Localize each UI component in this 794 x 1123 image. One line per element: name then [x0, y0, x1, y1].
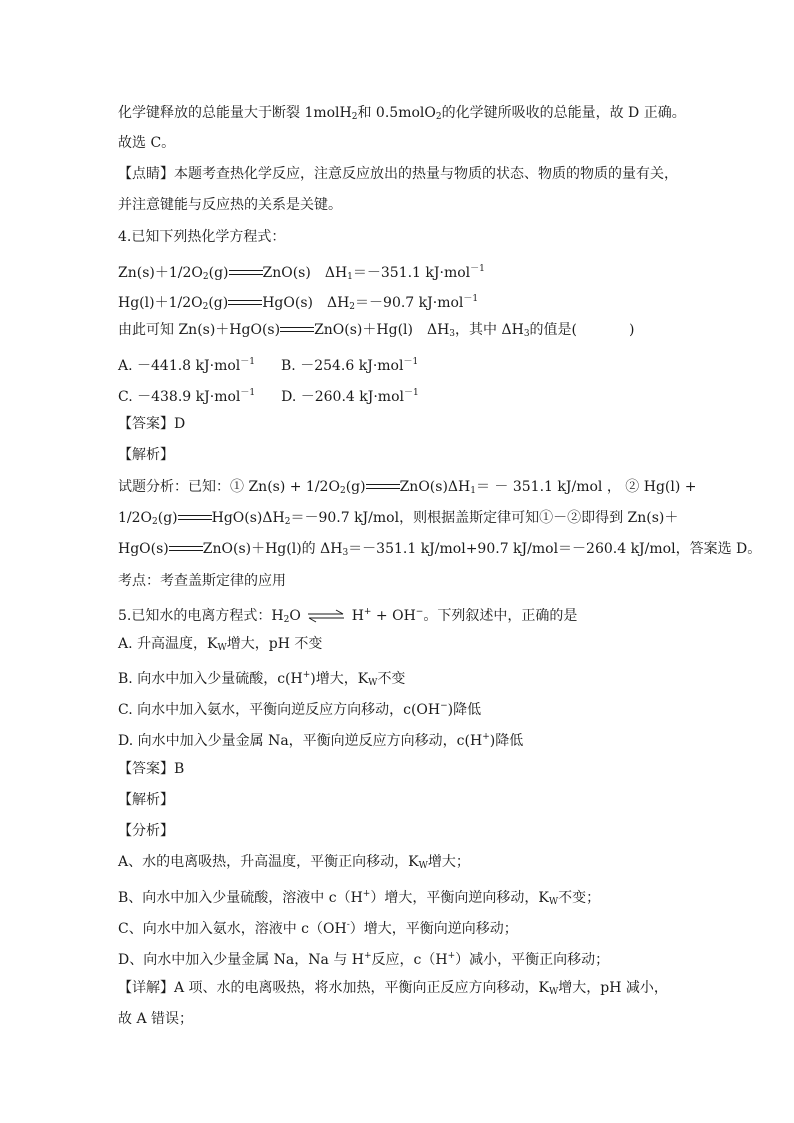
equals-sign-icon [366, 481, 400, 493]
text-line: A、水的电离吸热，升高温度，平衡正向移动，$K_W$增大； [118, 854, 470, 871]
reversible-arrow-icon [305, 609, 347, 623]
analysis-heading: 【解析】 [118, 792, 174, 808]
option-line: C. －438.9 kJ·mol$^{-1}$ D. －260.4 kJ·mol$^{-1}$ [118, 388, 419, 405]
option-b: B. －254.6 kJ·mol [281, 358, 404, 374]
equation-line: $Zn(s)+1/2O_2(g)$ ZnO(s) $\Delta H_1=-351.1$ kJ·mol$^{-1}$ [118, 264, 485, 282]
analysis-heading: 【解析】 [118, 447, 174, 463]
equals-sign-icon [280, 324, 314, 336]
text-line: C、向水中加入氨水，溶液中 c（OH-）增大，平衡向逆向移动； [118, 920, 518, 937]
analysis-subheading: 【分析】 [118, 823, 174, 839]
question-4-stem: 4.已知下列热化学方程式： [118, 229, 286, 245]
text-line: B、向水中加入少量硫酸，溶液中 c（H+）增大，平衡向逆向移动，$K_W$不变； [118, 889, 601, 907]
answer-line: 【答案】B [118, 761, 185, 777]
answer-line: 【答案】D [118, 416, 186, 432]
equation-line: $Hg(l)+1/2O_2(g)$ HgO(s) $\Delta H_2=-90.7$ kJ·mol$^{-1}$ [118, 294, 479, 312]
text-line: 故 A 错误； [118, 1011, 194, 1027]
equals-sign-icon [229, 267, 263, 279]
option-line: A. －441.8 kJ·mol$^{-1}$ B. －254.6 kJ·mol$^{-1}$ [118, 357, 419, 374]
text-line: 试题分析：已知：① $Zn(s) + 1/2O_2(g) ZnO(s)\Delta H_1= - 351.1$ kJ/mol ， ② Hg(l) + [118, 479, 697, 496]
option-c: C. 向水中加入氨水，平衡向逆反应方向移动，c(OH−)降低 [118, 701, 482, 718]
option-a: A. －441.8 kJ·mol [118, 358, 241, 374]
option-c: C. －438.9 kJ·mol [118, 389, 241, 405]
note-heading-line: 【点睛】本题考查热化学反应，注意反应放出的热量与物质的状态、物质的物质的量有关， [118, 166, 678, 182]
text-line: 由此可知 Zn(s)＋HgO(s) ZnO(s)＋Hg(l) $\Delta H_3$，其中 $\Delta H_3$的值是( ) [118, 322, 635, 339]
text-line: $1/2O_2(g)$ $HgO(s)\Delta H_2=-90.7$ kJ/mol，则根据盖斯定律可知①－②即得到 Zn(s)＋ [118, 510, 679, 527]
text-line: 并注意键能与反应热的关系是关键。 [118, 197, 342, 213]
text-line: 化学键释放的总能量大于断裂 1molH$_2$和 0.5molO$_2$的化学键所吸收的总能量，故 D 正确。 [118, 105, 686, 122]
detail-heading-line: 【详解】A 项、水的电离吸热，将水加热，平衡向正反应方向移动，$K_W$增大，pH 减小， [118, 980, 668, 997]
equals-sign-icon [178, 512, 212, 524]
text-line: D、向水中加入少量金属 Na，Na 与 H+反应，c（H+）减小，平衡正向移动； [118, 951, 610, 968]
equals-sign-icon [228, 297, 262, 309]
option-d: D. 向水中加入少量金属 Na，平衡向逆反应方向移动，c(H+)降低 [118, 732, 524, 749]
text-line: 故选 C。 [118, 135, 176, 151]
option-a: A. 升高温度，$K_W$增大，pH 不变 [118, 636, 323, 653]
question-5-stem: 5.已知水的电离方程式：$H_2O$ H+ + OH−。下列叙述中，正确的是 [118, 607, 578, 625]
option-b: B. 向水中加入少量硫酸，c(H+)增大，$K_W$不变 [118, 670, 406, 688]
option-d: D. －260.4 kJ·mol [281, 389, 404, 405]
equals-sign-icon [169, 543, 203, 555]
text-line: HgO(s) ZnO(s)＋Hg(l)的 $\Delta H_3=-351.1$ kJ/mol+90.7 kJ/mol＝－260.4 kJ/mol，答案选 D。 [118, 541, 762, 558]
text-line: 考点：考查盖斯定律的应用 [118, 573, 286, 589]
